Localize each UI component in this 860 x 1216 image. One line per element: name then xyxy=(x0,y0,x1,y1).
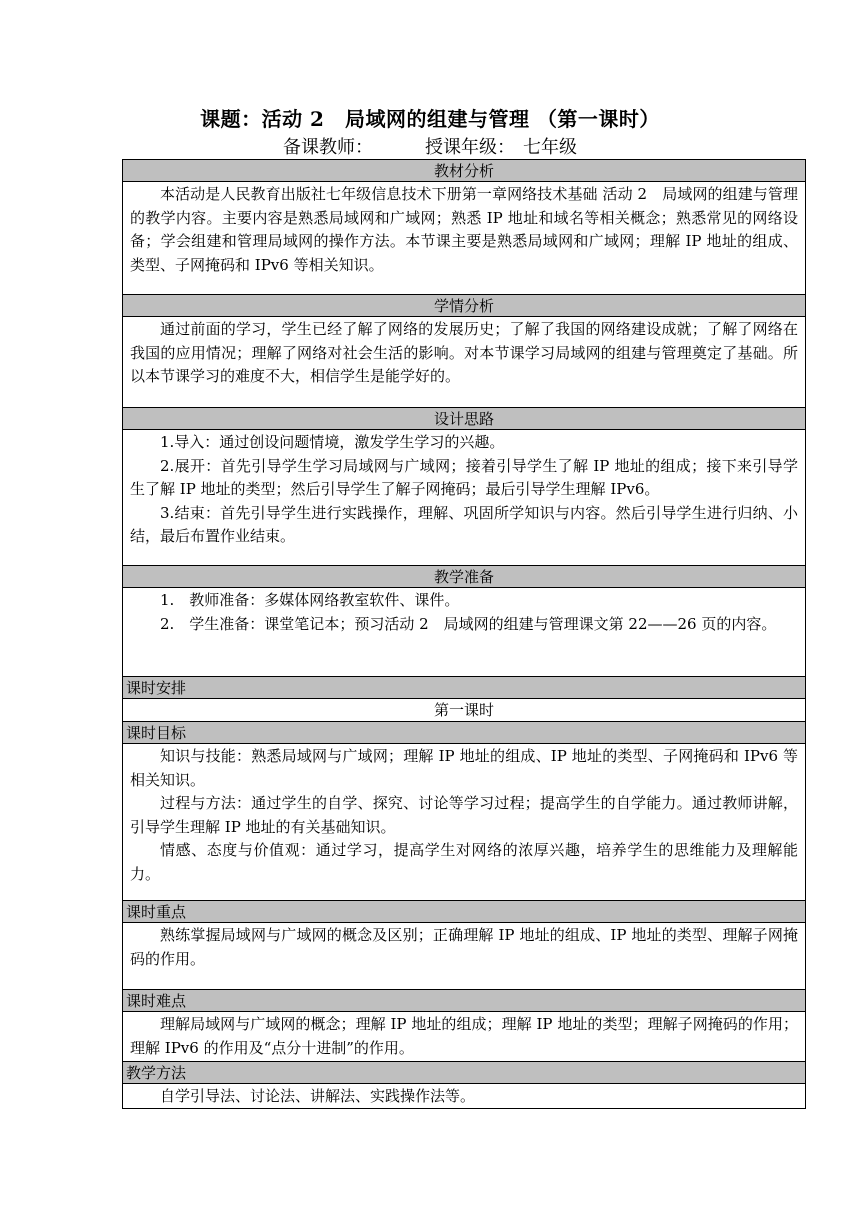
section-header-key: 课时重点 xyxy=(123,901,805,923)
section-body-prep xyxy=(123,588,805,677)
schedule-value: 第一课时 xyxy=(433,701,494,719)
paragraph: 理解局域网与广域网的概念；理解 IP 地址的组成；理解 IP 地址的类型；理解子网掩码的作用；理解 IPv6 的作用及“点分十进制”的作用。 xyxy=(130,1015,798,1057)
section-body-textbook xyxy=(123,182,805,295)
paragraph: 过程与方法：通过学生的自学、探究、讨论等学习过程；提高学生的自学能力。通过教师讲解，引导学生理解 IP 地址的有关基础知识。 xyxy=(130,794,798,836)
section-header-schedule: 课时安排 xyxy=(123,677,805,699)
section-body-key xyxy=(123,923,805,990)
paragraph: 熟练掌握局域网与广域网的概念及区别；正确理解 IP 地址的组成、IP 地址的类型、理解子网掩码的作用。 xyxy=(130,926,798,968)
section-header-prep: 教学准备 xyxy=(123,566,805,588)
paragraph: 知识与技能：熟悉局域网与广域网；理解 IP 地址的组成、IP 地址的类型、子网掩码和 IPv6 等相关知识。 xyxy=(130,747,798,789)
section-body-schedule xyxy=(123,699,805,722)
section-header-textbook: 教材分析 xyxy=(123,160,805,182)
section-body-methods xyxy=(123,1084,805,1109)
section-body-design xyxy=(123,430,805,566)
grade-label: 授课年级： xyxy=(425,137,515,158)
paragraph: 1.导入：通过创设问题情境，激发学生学习的兴趣。 xyxy=(160,433,505,451)
section-body-students xyxy=(123,317,805,408)
paragraph: 本活动是人民教育出版社七年级信息技术下册第一章网络技术基础 活动 2 局域网的组建与管理的教学内容。主要内容是熟悉局域网和广域网；熟悉 IP 地址和域名等相关概念；熟悉常见的网络设备；学会组建和管理局域网的操作方法。本节课主要是熟悉局域网和广域网；理解 IP 地址的组成、类型、子网掩码和 IPv6 等相关知识。 xyxy=(130,185,798,274)
lesson-title: 课题：活动 2 局域网的组建与管理 （第一课时） xyxy=(200,107,660,131)
section-header-methods: 教学方法 xyxy=(123,1062,805,1084)
section-body-goals xyxy=(123,744,805,901)
section-header-students: 学情分析 xyxy=(123,295,805,317)
paragraph: 2.展开：首先引导学生学习局域网与广域网；接着引导学生了解 IP 地址的组成；接下来引导学生了解 IP 地址的类型；然后引导学生了解子网掩码；最后引导学生理解 IPv6。 xyxy=(130,456,798,498)
paragraph: 3.结束：首先引导学生进行实践操作，理解、巩固所学知识与内容。然后引导学生进行归纳、小结，最后布置作业结束。 xyxy=(130,503,798,545)
teacher-label: 备课教师： xyxy=(283,137,373,158)
section-header-design: 设计思路 xyxy=(123,408,805,430)
paragraph: 情感、态度与价值观：通过学习，提高学生对网络的浓厚兴趣，培养学生的思维能力及理解能力。 xyxy=(130,841,798,883)
section-header-difficulty: 课时难点 xyxy=(123,990,805,1012)
grade-value: 七年级 xyxy=(523,137,577,158)
lesson-subtitle xyxy=(0,133,860,159)
lesson-plan-table xyxy=(122,159,806,1109)
paragraph: 通过前面的学习，学生已经了解了网络的发展历史；了解了我国的网络建设成就；了解了网络在我国的应用情况；理解了网络对社会生活的影响。对本节课学习局域网的组建与管理奠定了基础。所以本节课学习的难度不大，相信学生是能学好的。 xyxy=(130,320,798,385)
paragraph: 自学引导法、讨论法、讲解法、实践操作法等。 xyxy=(160,1087,476,1105)
paragraph: 2. 学生准备：课堂笔记本；预习活动 2 局域网的组建与管理课文第 22——26 页的内容。 xyxy=(160,614,777,633)
section-body-difficulty xyxy=(123,1012,805,1062)
paragraph: 1. 教师准备：多媒体网络教室软件、课件。 xyxy=(160,591,460,609)
section-header-goals: 课时目标 xyxy=(123,722,805,744)
